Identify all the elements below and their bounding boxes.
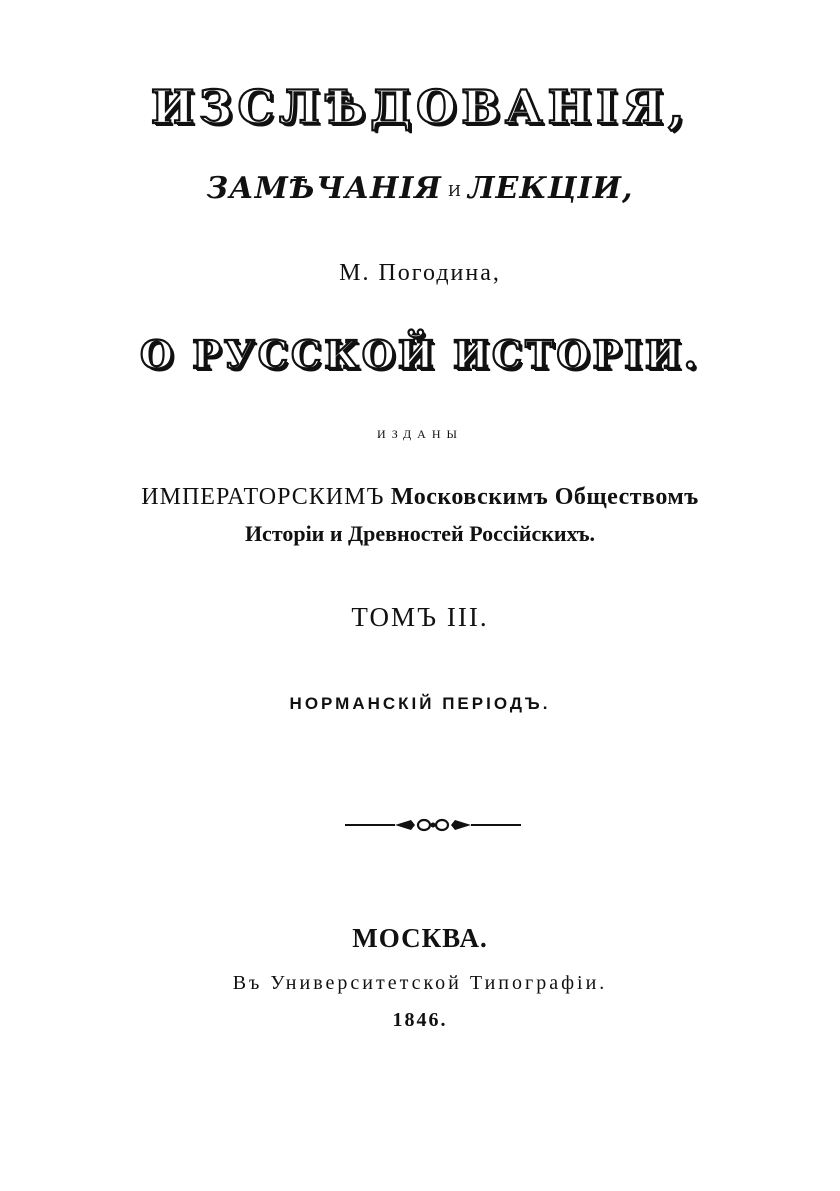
imprint-press: Въ Университетской Типографіи. [232,972,608,994]
published-label: ИЗДАНЫ [377,427,463,441]
history-title: О РУССКОЙ ИСТОРІИ. [139,332,701,377]
subtitle-conjunction: И [447,182,462,200]
subtitle-right: ЛЕКЦІИ, [467,171,634,206]
imprint-year: 1846. [392,1009,448,1031]
period-label: НОРМАНСКІЙ ПЕРІОДЪ. [289,694,551,713]
subtitle [0,171,840,206]
publisher-society-line2: Исторіи и Древностей Россійскихъ. [244,521,596,546]
publisher-society-line1 [0,485,840,509]
society-imperial: ИМПЕРАТОРСКИМЪ [141,484,385,510]
divider-ornament-icon [345,815,521,835]
author-name: М. Погодина, [339,260,501,286]
subtitle-left: ЗАМѢЧАНІЯ [206,171,442,206]
volume-label: ТОМЪ III. [351,602,489,632]
main-title: ИЗСЛѢДОВАНІЯ, [150,80,690,134]
imprint-city: МОСКВА. [352,923,488,953]
society-name: Московскимъ Обществомъ [390,484,699,510]
